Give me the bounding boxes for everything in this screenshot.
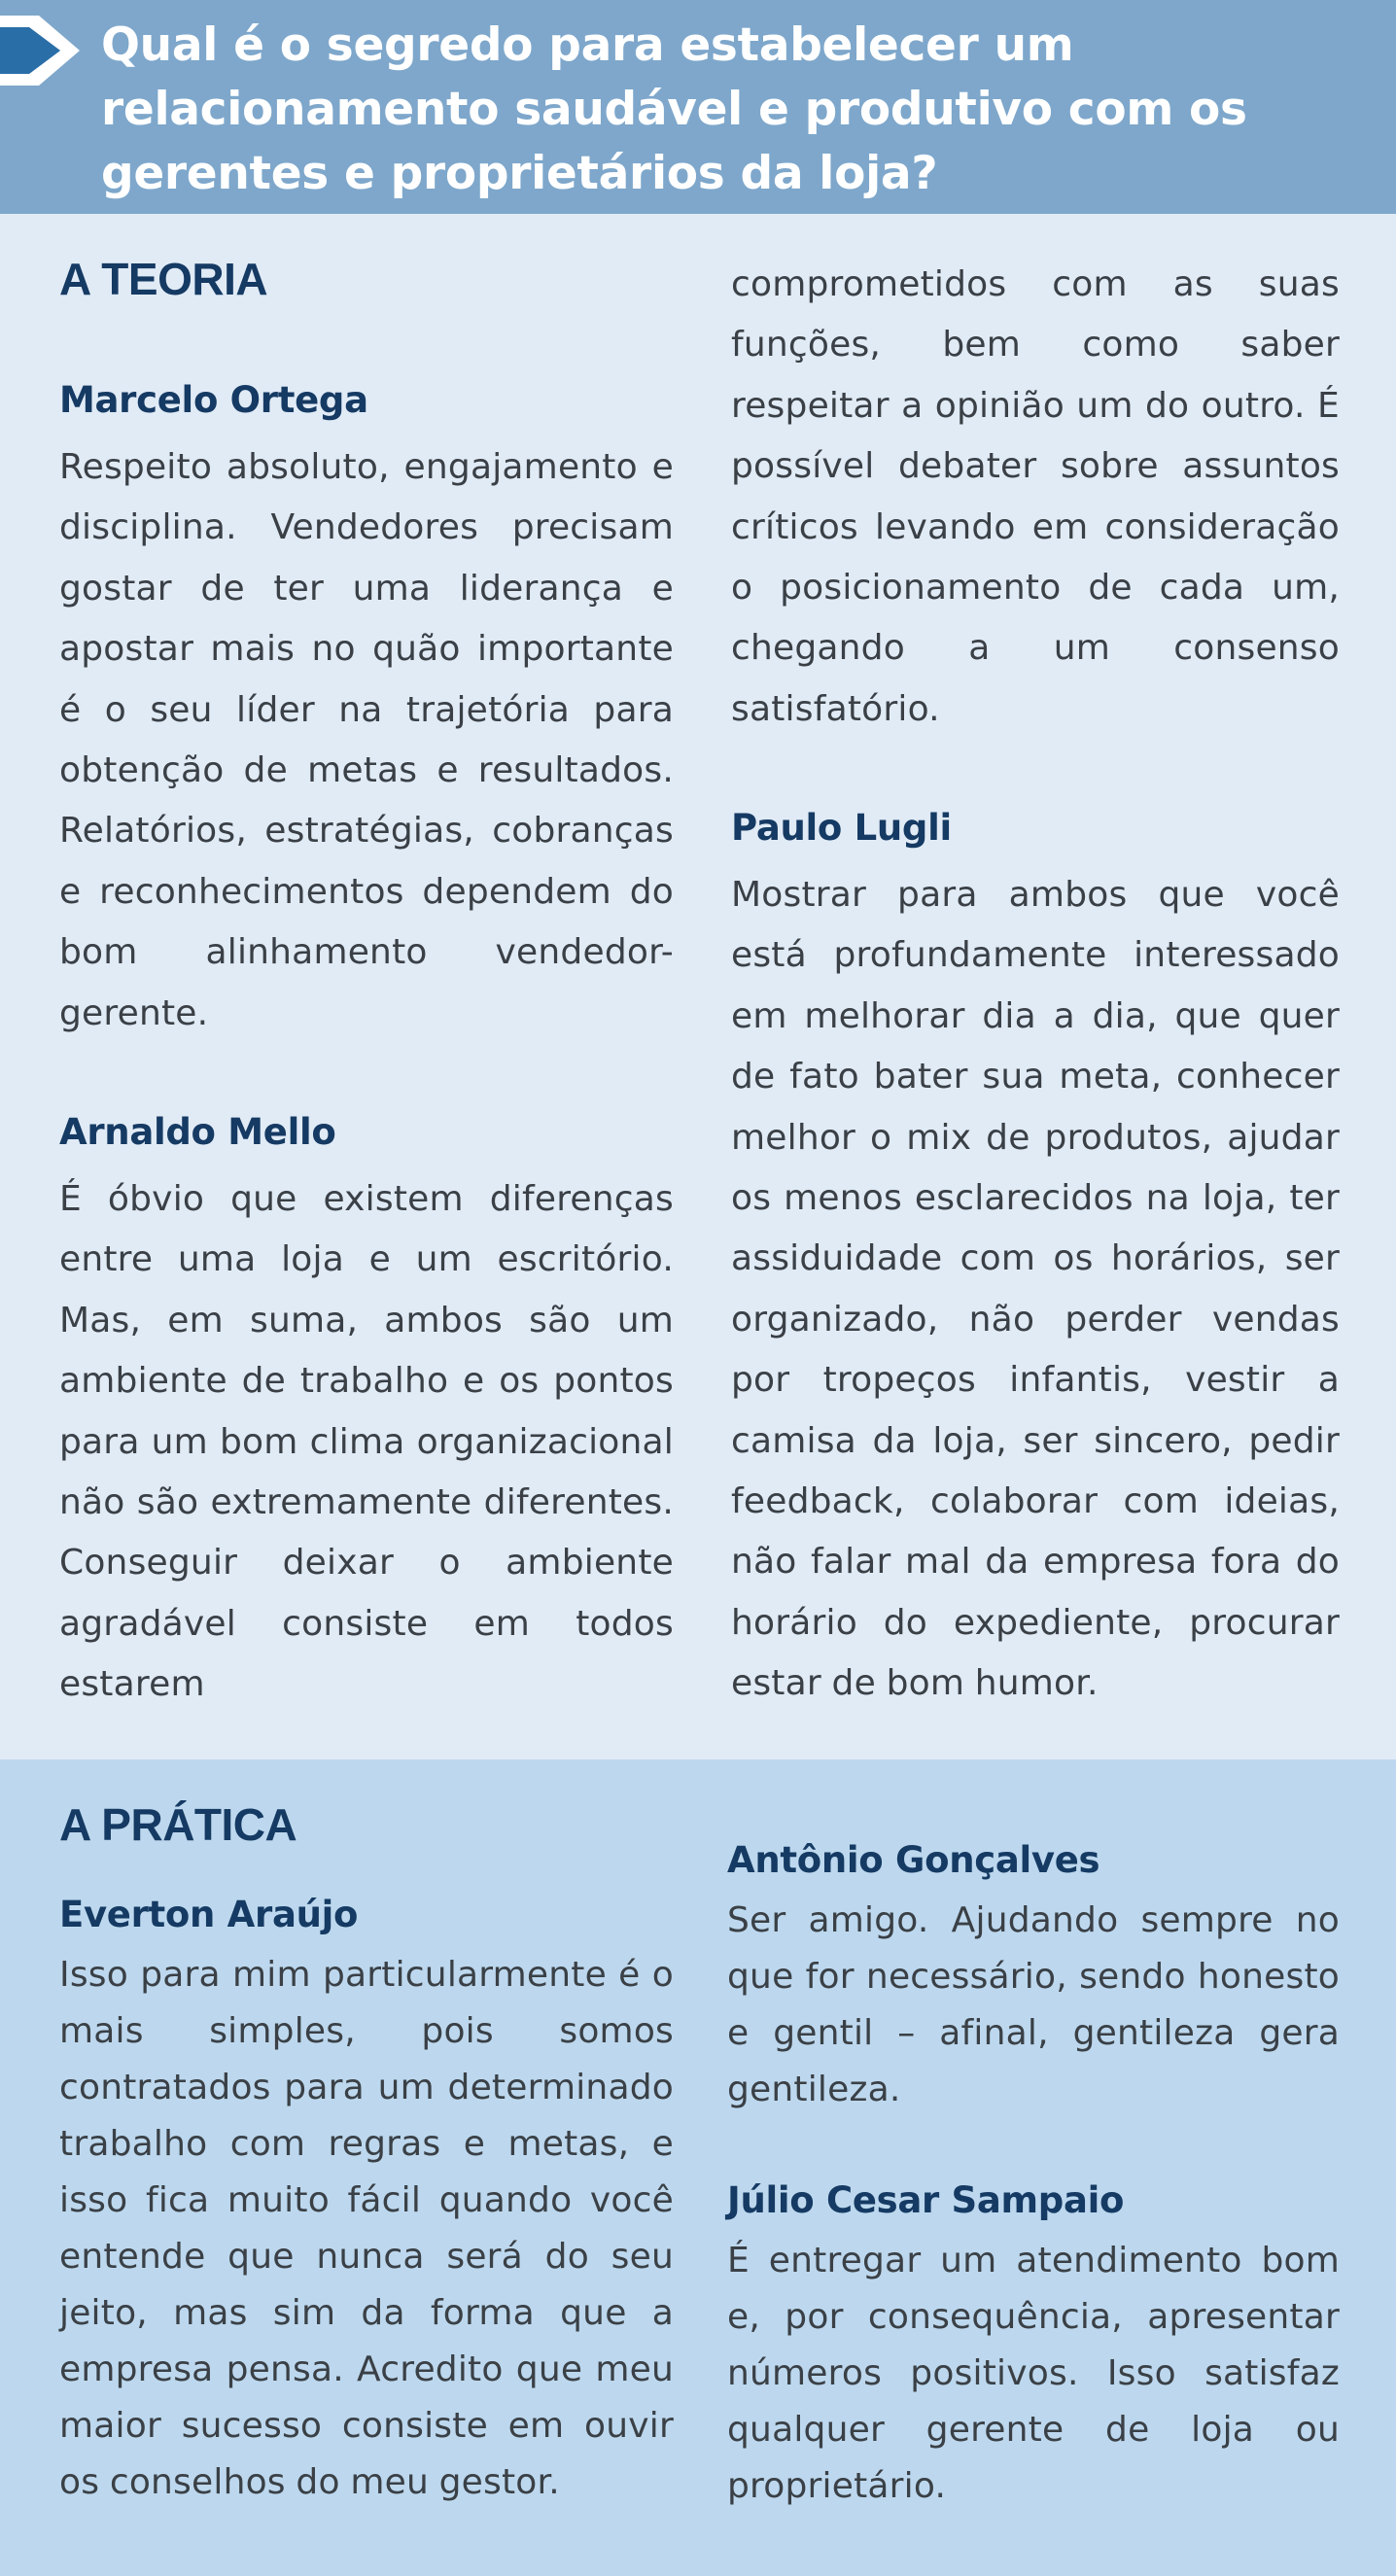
author-statement-continued: comprometidos com as suas funções, bem como saber respeitar a opinião um do outro. É possível debater sobre assuntos críticos levando em consideração o posicionamento de cada um, chegando a um consenso satisfatório.: [731, 264, 1340, 729]
section-label-pratica: A PRÁTICA: [59, 1799, 297, 1850]
author-statement: Ser amigo. Ajudando sempre no que for necessário, sendo honesto e gentil – afinal, gentileza gera gentileza.: [727, 1900, 1340, 2109]
author-statement: Isso para mim particularmente é o mais simples, pois somos contratados para um determinado trabalho com regras e metas, e isso fica muito fácil quando você entende que nunca será do seu jeito, mas sim da forma que a empresa pensa. Acredito que meu maior sucesso consiste em ouvir os conselhos do meu gestor.: [59, 1955, 674, 2502]
author-name: Júlio Cesar Sampaio: [727, 2179, 1125, 2221]
chevron-right-icon: [0, 12, 87, 89]
header-band: [0, 0, 1396, 214]
author-statement: É entregar um atendimento bom e, por consequência, apresentar números positivos. Isso satisfaz qualquer gerente de loja ou proprietário.: [727, 2241, 1340, 2506]
author-name: Paulo Lugli: [731, 807, 952, 849]
author-statement: Mostrar para ambos que você está profundamente interessado em melhorar dia a dia, que quer de fato bater sua meta, conhecer melhor o mix de produtos, ajudar os menos esclarecidos na loja, ter assiduidade com os horários, ser organizado, não perder vendas por tropeços infantis, vestir a camisa da loja, ser sincero, pedir feedback, colaborar com ideias, não falar mal da empresa fora do horário do expediente, procurar estar de bom humor.: [731, 875, 1340, 1704]
author-statement: É óbvio que existem diferenças entre uma loja e um escritório. Mas, em suma, ambos são um ambiente de trabalho e os pontos para um bom clima organizacional não são extremamente diferentes. Conseguir deixar o ambiente agradável consiste em todos estarem: [59, 1179, 674, 1705]
page-title: Qual é o segredo para estabelecer um relacionamento saudável e produtivo com os gerentes e proprietários da loja?: [101, 18, 1247, 200]
section-pratica: [0, 1759, 1396, 2576]
section-label-teoria: A TEORIA: [59, 254, 268, 304]
author-name: Arnaldo Mello: [59, 1111, 336, 1153]
author-name: Antônio Gonçalves: [727, 1839, 1100, 1881]
author-name: Everton Araújo: [59, 1894, 359, 1935]
author-name: Marcelo Ortega: [59, 379, 368, 421]
section-teoria: [0, 214, 1396, 1759]
author-statement: Respeito absoluto, engajamento e disciplina. Vendedores precisam gostar de ter uma liderança e apostar mais no quão importante é o seu líder na trajetória para obtenção de metas e resultados. Relatórios, estratégias, cobranças e reconhecimentos dependem do bom alinhamento vendedor-gerente.: [59, 447, 674, 1033]
